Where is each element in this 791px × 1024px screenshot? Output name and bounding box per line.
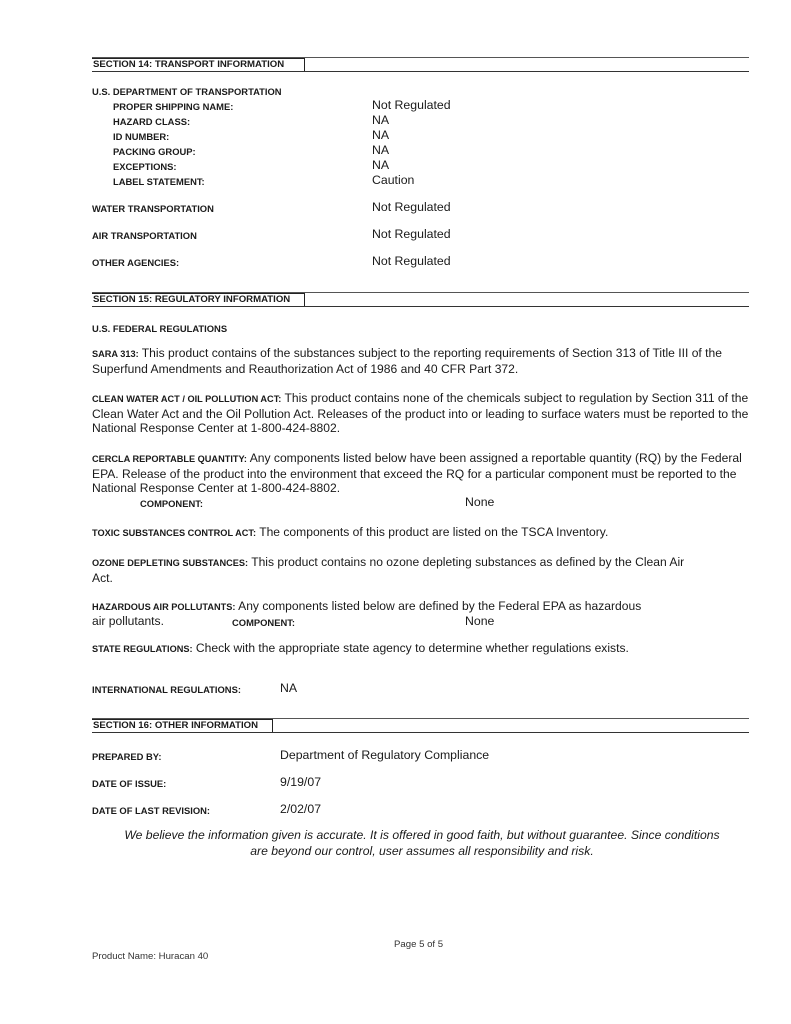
sara-313-text: This product contains of the substances subject to the reporting requirements of Section 313 of Title III of the Superfund Amendments and Reauthorization Act of 1986 and 40 CFR Part 372. [92, 346, 722, 376]
tsca-text: The components of this product are listed on the TSCA Inventory. [259, 525, 609, 539]
prepared-by-label: PREPARED BY: [92, 751, 162, 762]
hazard-class-label: HAZARD CLASS: [113, 116, 191, 127]
hap-line-1 [92, 599, 641, 613]
clean-water-act-paragraph [92, 391, 752, 436]
air-transport-label: AIR TRANSPORTATION [92, 230, 197, 241]
hap-text-line-2: air pollutants. [92, 614, 164, 628]
clean-water-act-text: This product contains none of the chemicals subject to regulation by Section 311 of the Clean Water Act and the Oil Pollution Act. Releases of the product into or leading to surface waters must be reported to the National Response Center at 1-800-424-8802. [92, 391, 749, 435]
date-of-issue-value: 9/19/07 [280, 775, 322, 789]
section-16-title: SECTION 16: OTHER INFORMATION [93, 720, 259, 731]
sara-313-label: SARA 313: [92, 349, 139, 359]
ozone-paragraph [92, 555, 692, 585]
shipping-name-value: Not Regulated [372, 98, 451, 112]
id-number-label: ID NUMBER: [113, 131, 170, 142]
state-regulations-text: Check with the appropriate state agency to determine whether regulations exists. [195, 641, 629, 655]
section-15-title: SECTION 15: REGULATORY INFORMATION [93, 294, 291, 305]
last-revision-value: 2/02/07 [280, 802, 322, 816]
other-agencies-label: OTHER AGENCIES: [92, 257, 180, 268]
exceptions-label: EXCEPTIONS: [113, 161, 177, 172]
federal-regulations-heading: U.S. FEDERAL REGULATIONS [92, 323, 228, 334]
section-14-header [92, 57, 749, 72]
state-regulations-label: STATE REGULATIONS: [92, 644, 193, 654]
state-regulations-line [92, 641, 629, 655]
ozone-text: This product contains no ozone depleting substances as defined by the Clean Air Act. [92, 555, 685, 585]
clean-water-act-label: CLEAN WATER ACT / OIL POLLUTION ACT: [92, 394, 282, 404]
disclaimer-line-1: We believe the information given is accurate. It is offered in good faith, but without guarantee. Since conditions [124, 828, 720, 842]
hap-component-label: COMPONENT: [232, 617, 296, 628]
water-transport-label: WATER TRANSPORTATION [92, 203, 214, 214]
disclaimer [92, 828, 752, 859]
shipping-name-label: PROPER SHIPPING NAME: [113, 101, 234, 112]
hap-text: Any components listed below are defined by the Federal EPA as hazardous [238, 599, 642, 613]
id-number-value: NA [372, 128, 390, 142]
hazard-class-value: NA [372, 113, 390, 127]
section-16-header [92, 718, 749, 733]
cercla-label: CERCLA REPORTABLE QUANTITY: [92, 454, 247, 464]
section-15-header [92, 292, 749, 307]
page-number: Page 5 of 5 [394, 939, 444, 950]
hap-label: HAZARDOUS AIR POLLUTANTS: [92, 602, 236, 612]
cercla-paragraph [92, 451, 752, 496]
disclaimer-line-2: are beyond our control, user assumes all responsibility and risk. [250, 843, 594, 858]
dot-heading: U.S. DEPARTMENT OF TRANSPORTATION [92, 86, 282, 97]
date-of-issue-label: DATE OF ISSUE: [92, 778, 167, 789]
prepared-by-value: Department of Regulatory Compliance [280, 748, 490, 762]
cercla-component-value: None [465, 495, 495, 509]
cercla-component-label: COMPONENT: [140, 498, 204, 509]
other-agencies-value: Not Regulated [372, 254, 451, 268]
product-name: Product Name: Huracan 40 [92, 951, 209, 962]
last-revision-label: DATE OF LAST REVISION: [92, 805, 211, 816]
tsca-label: TOXIC SUBSTANCES CONTROL ACT: [92, 528, 257, 538]
exceptions-value: NA [372, 158, 390, 172]
packing-group-label: PACKING GROUP: [113, 146, 196, 157]
hap-component-value: None [465, 614, 495, 628]
cercla-text: Any components listed below have been assigned a reportable quantity (RQ) by the Federal EPA. Release of the product into the environment that exceed the RQ for a particular component must be reported to the National Response Center at 1-800-424-8802. [92, 451, 742, 495]
tsca-paragraph [92, 525, 752, 541]
label-statement-label: LABEL STATEMENT: [113, 176, 205, 187]
air-transport-value: Not Regulated [372, 227, 451, 241]
international-value: NA [280, 681, 298, 695]
section-14-title: SECTION 14: TRANSPORT INFORMATION [93, 59, 285, 70]
ozone-label: OZONE DEPLETING SUBSTANCES: [92, 558, 249, 568]
label-statement-value: Caution [372, 173, 415, 187]
packing-group-value: NA [372, 143, 390, 157]
sara-313-paragraph [92, 346, 752, 376]
water-transport-value: Not Regulated [372, 200, 451, 214]
international-label: INTERNATIONAL REGULATIONS: [92, 684, 241, 695]
